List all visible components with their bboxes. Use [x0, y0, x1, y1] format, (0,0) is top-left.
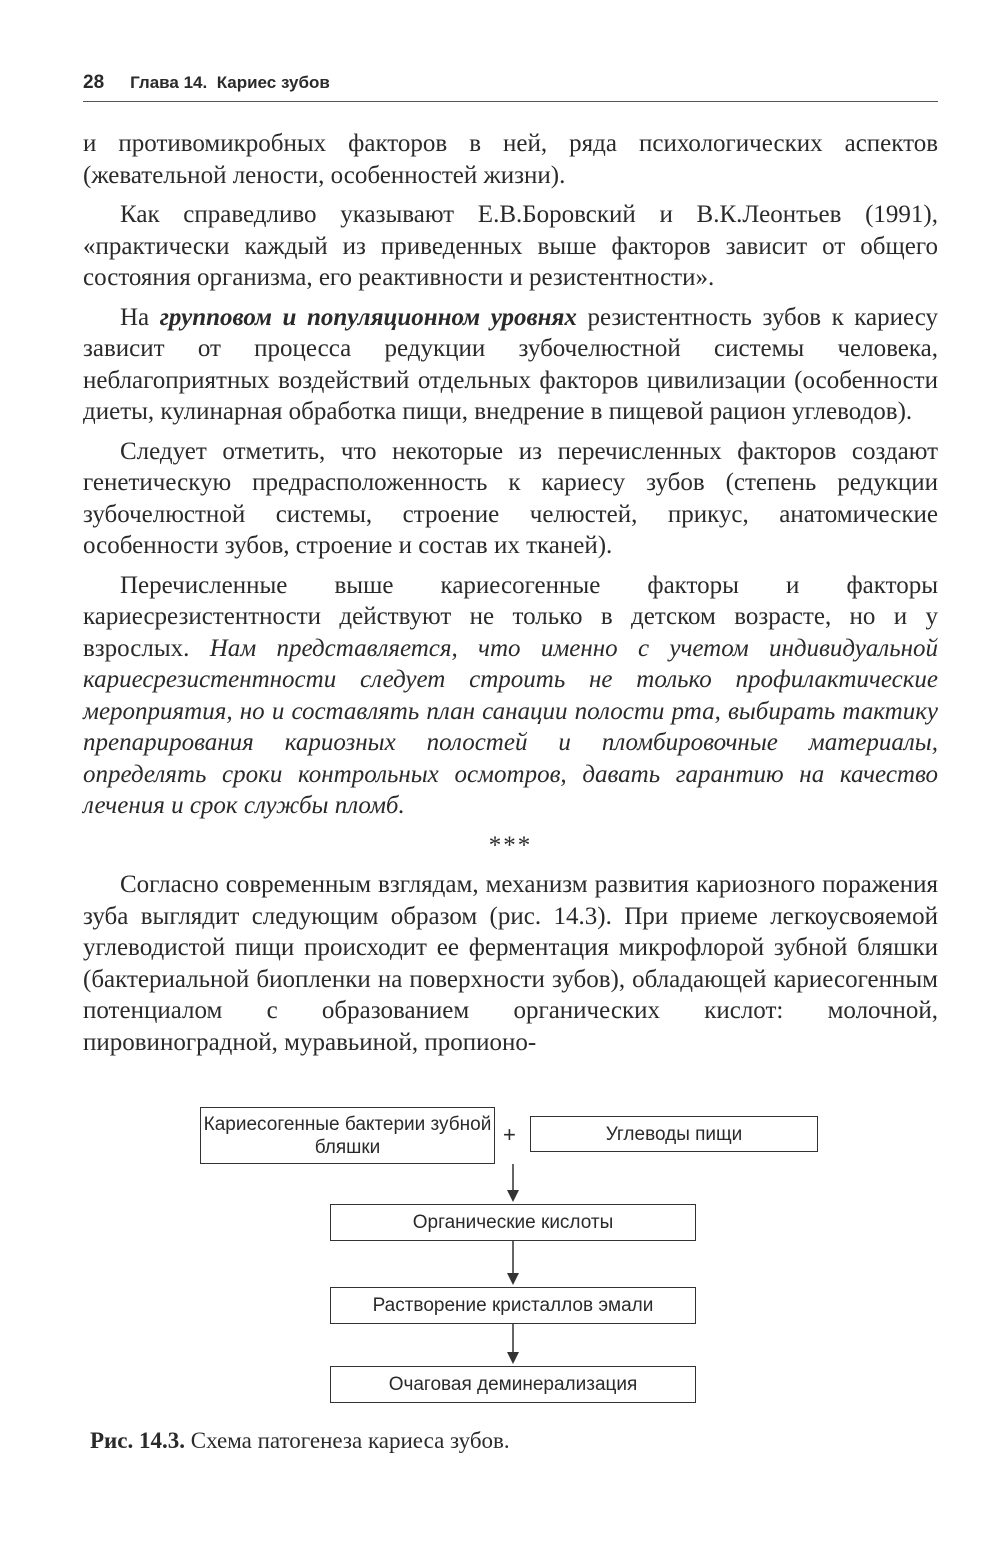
figure-caption-text: Схема патогенеза кариеса зубов.: [185, 1428, 510, 1453]
figure-caption: [90, 1428, 940, 1454]
paragraph-text: Перечисленные выше кариесогенные факторы и факторы кариесрезистентности действуют не только в детском возрасте, но и у взрослых.: [83, 571, 938, 662]
paragraph: Согласно современным взглядам, механизм развития кариозного поражения зуба выглядит следующим образом (рис. 14.3). При приеме легкоусвояемой углеводистой пищи происходит ее ферментация микрофлорой зубной бляшки (бактериальной биопленки на поверхности зубов), обладающей кариесогенным потенциалом с образованием органических кислот: молочной, пировиноградной, муравьиной, пропионо-: [83, 871, 938, 1056]
diagram-box-organic-acids: Органические кислоты: [330, 1204, 696, 1241]
diagram-box-carbohydrates: Углеводы пищи: [530, 1116, 818, 1152]
figure-label: Рис. 14.3.: [90, 1428, 186, 1453]
chapter-title: Кариес зубов: [216, 73, 330, 92]
diagram-box-bacteria: Кариесогенные бактерии зубной бляшки: [200, 1107, 495, 1164]
paragraph: Как справедливо указывают Е.В.Боровский и В.К.Леонтьев (1991), «практически каждый из приведенных выше факторов зависит от общего состояния организма, его реактивности и резистентности».: [83, 201, 938, 291]
emphasis-term: групповом и популяционном уровнях: [159, 303, 577, 331]
section-separator: ***: [488, 831, 533, 859]
paragraph: и противомикробных факторов в ней, ряда психологических аспектов (жевательной лености, особенностей жизни).: [83, 130, 938, 189]
italic-statement: Нам представляется, что именно с учетом индивидуальной кариесрезистентности следует строить не только профилактические мероприятия, но и составлять план санации полости рта, выбирать тактику препарирования кариозных полостей и пломбировочные материалы, определять сроки контрольных осмотров, давать гарантию на качество лечения и срок службы пломб.: [83, 634, 938, 819]
paragraph-text: На: [120, 303, 160, 331]
chapter-label: Глава 14.: [130, 73, 208, 92]
paragraph-text: резистентность зубов к кариесу зависит от процесса редукции зубочелюстной системы человека, неблагоприятных воздействий отдельных факторов цивилизации (особенности диеты, кулинарная обработка пищи, внедрение в пищевой рацион углеводов).: [83, 303, 938, 425]
page-number: 28: [83, 72, 105, 93]
plus-sign: +: [503, 1122, 516, 1147]
diagram-box-enamel-dissolution: Растворение кристаллов эмали: [330, 1287, 696, 1324]
arrow-down-icon: [503, 1241, 523, 1287]
paragraph: Следует отметить, что некоторые из перечисленных факторов создают генетическую предрасположенность к кариесу зубов (степень редукции зубочелюстной системы, строение челюстей, прикус, анатомические особенности зубов, строение и состав их тканей).: [83, 437, 938, 559]
arrow-down-icon: [503, 1324, 523, 1366]
diagram-box-demineralization: Очаговая деминерализация: [330, 1366, 696, 1403]
arrow-down-icon: [503, 1164, 523, 1204]
